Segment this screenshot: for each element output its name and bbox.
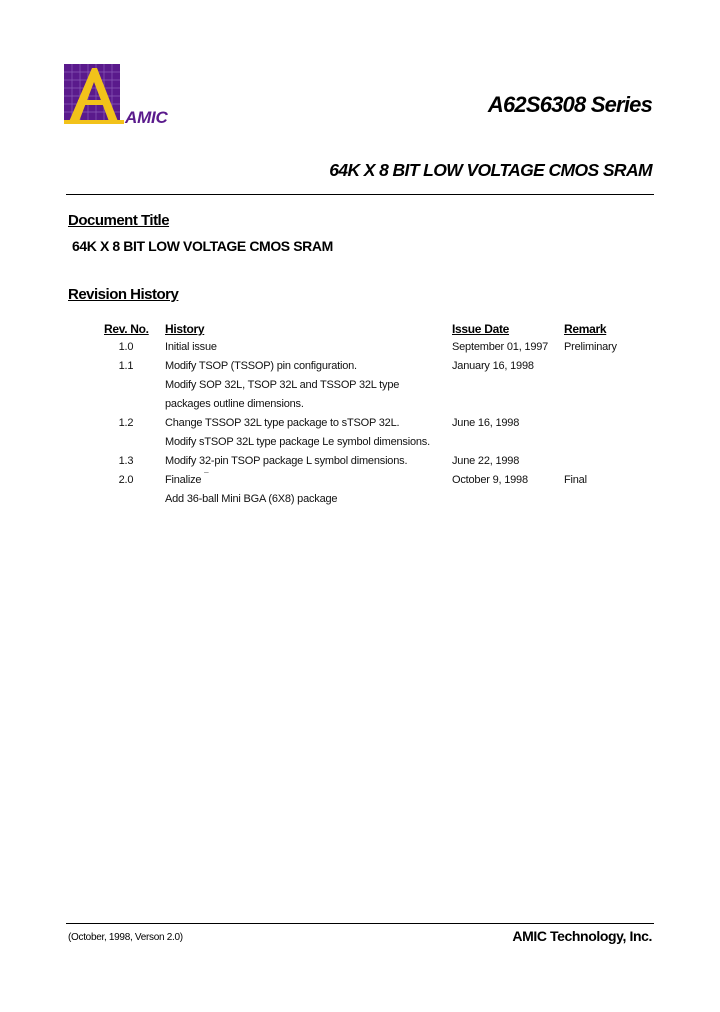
remark: Preliminary	[564, 341, 617, 353]
column-header-history: History	[165, 322, 205, 336]
column-header-date: Issue Date	[452, 322, 510, 336]
logo-text: AMIC	[125, 108, 168, 127]
issue-date: September 01, 1997	[452, 341, 549, 353]
amic-logo	[64, 64, 180, 128]
history-text: Modify sTSOP 32L type package Le symbol dimensions.	[165, 436, 430, 448]
series-title: A62S6308 Series	[487, 92, 652, 117]
revision-history-heading: Revision History	[68, 286, 179, 303]
rev-number: 1.3	[118, 455, 134, 467]
issue-date: June 16, 1998	[452, 417, 520, 429]
remark: Final	[564, 474, 587, 486]
footer-divider	[66, 923, 654, 924]
rev-number: 1.2	[118, 417, 134, 429]
amic-logo-mark-icon	[64, 64, 124, 126]
history-text: Modify TSOP (TSSOP) pin configuration.	[165, 360, 357, 372]
history-text: packages outline dimensions.	[165, 398, 304, 410]
issue-date: June 22, 1998	[452, 455, 520, 467]
history-text: Modify 32-pin TSOP package L symbol dimensions.	[165, 455, 408, 467]
table-row	[0, 357, 720, 414]
table-row	[0, 338, 720, 357]
document-title-heading: Document Title	[68, 212, 170, 229]
history-text: Change TSSOP 32L type package to sTSOP 32L.	[165, 417, 400, 429]
issue-date: January 16, 1998	[452, 360, 534, 372]
rev-number: 1.1	[118, 360, 134, 372]
footnote-mark-icon: ¯	[204, 471, 209, 481]
history-text: Initial issue	[165, 341, 217, 353]
revision-table	[0, 338, 720, 509]
header-divider	[66, 194, 654, 195]
table-row	[0, 414, 720, 452]
footer-version: (October, 1998, Verson 2.0)	[68, 932, 183, 943]
table-row	[0, 471, 720, 509]
footer-company: AMIC Technology, Inc.	[512, 928, 652, 944]
column-header-remark: Remark	[564, 322, 607, 336]
rev-number: 2.0	[118, 474, 134, 486]
rev-number: 1.0	[118, 341, 134, 353]
history-text: Modify SOP 32L, TSOP 32L and TSSOP 32L type	[165, 379, 400, 391]
product-subtitle: 64K X 8 BIT LOW VOLTAGE CMOS SRAM	[329, 160, 652, 180]
column-header-rev: Rev. No.	[104, 322, 149, 336]
history-text: Finalize	[165, 474, 202, 486]
issue-date: October 9, 1998	[452, 474, 528, 486]
history-text: Add 36-ball Mini BGA (6X8) package	[165, 493, 338, 505]
document-title-text: 64K X 8 BIT LOW VOLTAGE CMOS SRAM	[72, 238, 333, 254]
table-row	[0, 452, 720, 471]
